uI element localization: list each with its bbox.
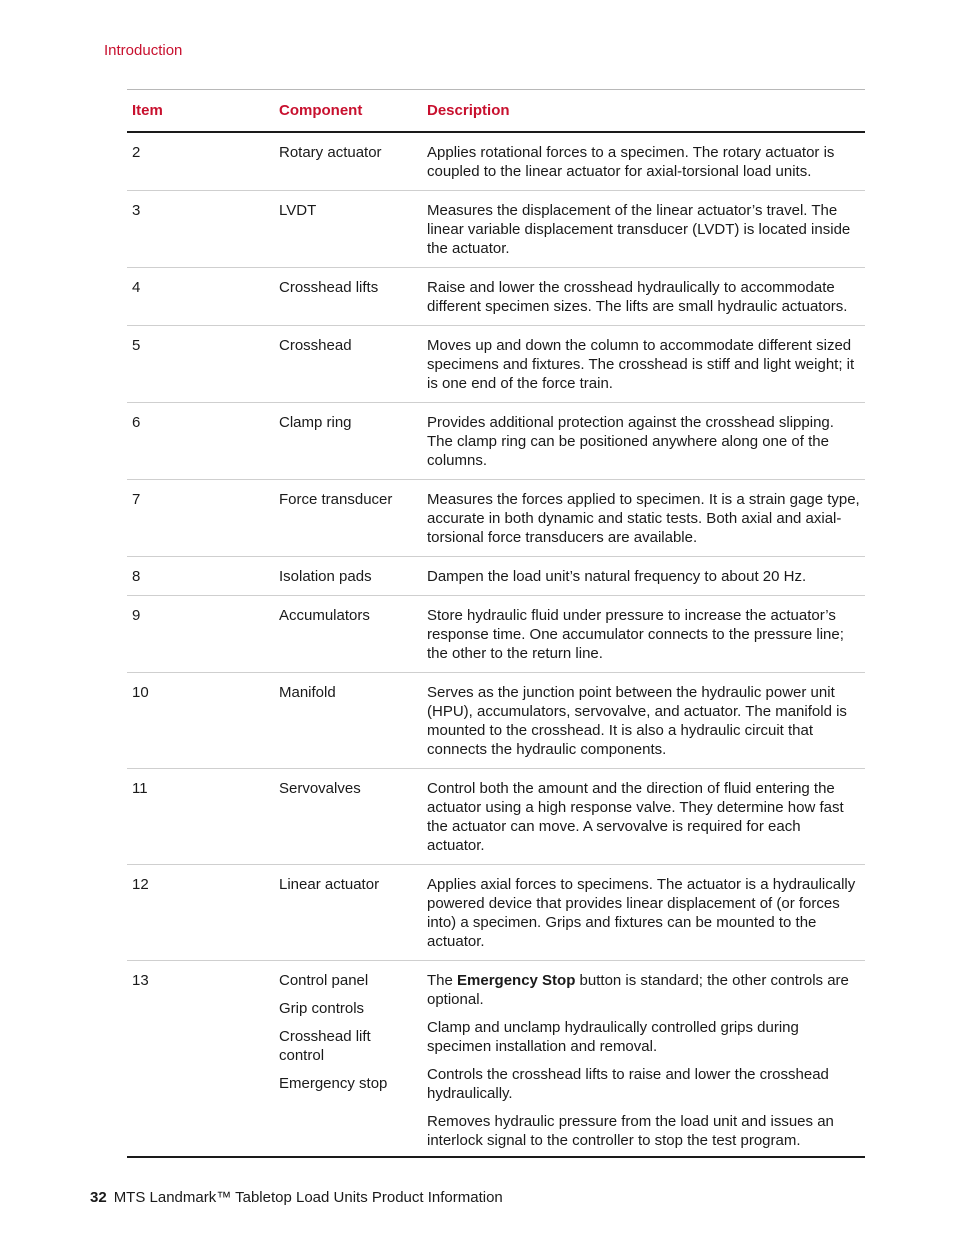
description-text: Serves as the junction point between the hydraulic power unit (HPU), accumulators, servovalve, and actuator. The manifold is mounted to the crosshead. It is also a hydraulic circuit that connects the hydraulic components. [422,673,865,769]
column-header-description: Description [422,90,865,133]
description-text: Provides additional protection against the crosshead slipping. The clamp ring can be positioned anywhere along one of the columns. [422,403,865,480]
description-text: Measures the displacement of the linear actuator’s travel. The linear variable displacement transducer (LVDT) is located inside the actuator. [422,191,865,268]
item-number: 11 [127,769,274,865]
table-row [127,596,865,673]
component-name: Emergency stop [279,1075,388,1092]
item-number: 4 [127,268,274,326]
document-title: MTS Landmark™ Tabletop Load Units Product Information [113,1189,503,1206]
description-text: Applies rotational forces to a specimen. The rotary actuator is coupled to the linear actuator for axial-torsional load units. [422,132,865,191]
item-number: 5 [127,326,274,403]
component-name: Control panel [279,972,369,989]
table-row [127,403,865,480]
item-number: 13 [132,972,149,989]
page-number: 32 [90,1189,107,1206]
item-number: 3 [127,191,274,268]
component-name: Crosshead lifts [274,268,422,326]
item-number: 9 [127,596,274,673]
component-name: Clamp ring [274,403,422,480]
component-name: Accumulators [274,596,422,673]
table-row [127,326,865,403]
table-row [127,961,865,1158]
description-text: The Emergency Stop button is standard; the other controls are optional. [427,972,849,1008]
description-text: Control both the amount and the direction of fluid entering the actuator using a high response valve. They determine how fast the actuator can move. A servovalve is required for each actuator. [422,769,865,865]
table-row [127,132,865,191]
table-header-row [127,90,865,133]
table-row [127,673,865,769]
component-name: Isolation pads [274,557,422,596]
description-text: Applies axial forces to specimens. The actuator is a hydraulically powered device that provides linear displacement of (or forces into) a specimen. Grips and fixtures can be mounted to the actuator. [422,865,865,961]
component-name: Crosshead [274,326,422,403]
emergency-stop-term: Emergency Stop [457,972,576,989]
description-text: Clamp and unclamp hydraulically controlled grips during specimen installation and removal. [427,1019,799,1055]
item-number: 7 [127,480,274,557]
column-header-component: Component [274,90,422,133]
description-text: Store hydraulic fluid under pressure to increase the actuator’s response time. One accumulator connects to the pressure line; the other to the return line. [422,596,865,673]
description-text: Measures the forces applied to specimen. It is a strain gage type, accurate in both dynamic and static tests. Both axial and axial-torsional force transducers are available. [422,480,865,557]
component-name: Crosshead lift control [279,1028,371,1064]
component-name: Linear actuator [274,865,422,961]
item-number: 6 [127,403,274,480]
item-number: 2 [127,132,274,191]
description-text: Removes hydraulic pressure from the load unit and issues an interlock signal to the controller to stop the test program. [427,1113,834,1149]
table-row [127,268,865,326]
component-name: Force transducer [274,480,422,557]
component-name: LVDT [274,191,422,268]
component-table [127,89,865,1158]
component-name: Grip controls [279,1000,365,1017]
table-row [127,191,865,268]
description-text: Dampen the load unit’s natural frequency to about 20 Hz. [422,557,865,596]
column-header-item: Item [127,90,274,133]
description-text: Controls the crosshead lifts to raise and lower the crosshead hydraulically. [427,1066,829,1102]
section-header: Introduction [104,42,183,59]
component-name: Servovalves [274,769,422,865]
table-row [127,769,865,865]
table-row [127,865,865,961]
component-name: Rotary actuator [274,132,422,191]
table-row [127,557,865,596]
description-text: Raise and lower the crosshead hydraulically to accommodate different specimen sizes. The lifts are small hydraulic actuators. [422,268,865,326]
table-row [127,480,865,557]
page-footer [90,1189,503,1206]
description-cell [422,961,865,1158]
item-number: 8 [127,557,274,596]
description-text: Moves up and down the column to accommodate different sized specimens and fixtures. The crosshead is stiff and light weight; it is one end of the force train. [422,326,865,403]
item-number: 10 [127,673,274,769]
item-number: 12 [127,865,274,961]
component-cell [274,961,422,1158]
component-name: Manifold [274,673,422,769]
